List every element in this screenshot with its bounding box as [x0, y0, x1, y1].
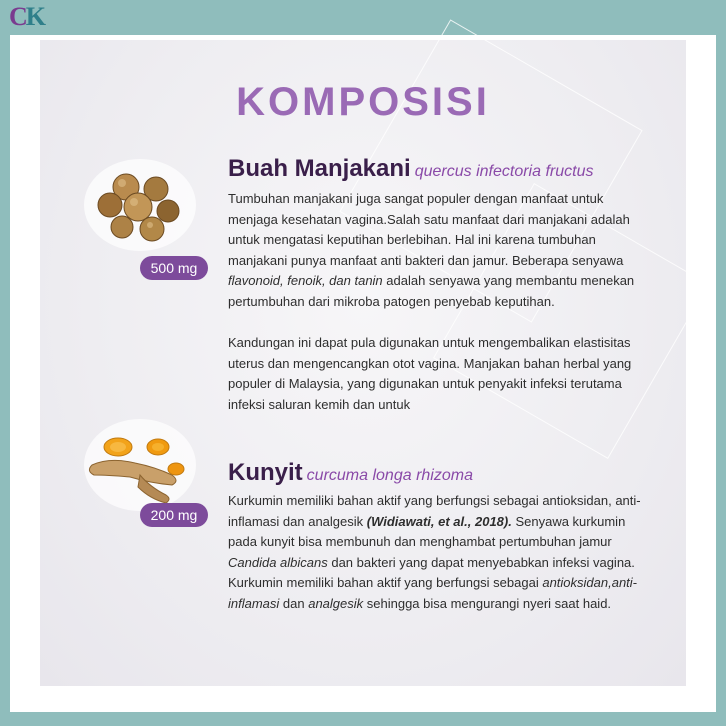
ingredient-latin-name: quercus infectoria fructus [414, 163, 594, 180]
description-italic: flavonoid, fenoik, dan tanin [228, 273, 383, 288]
description-text: Tumbuhan manjakani juga sangat populer dengan manfaat untuk menjaga kesehatan vagina.Salah satu manfaat dari manjakani adalah untuk mengatasi keputihan berlebihan. Hal ini karena tumbuhan manjakani punya manfaat anti bakteri dan jamur. Beberapa senyawa [228, 191, 630, 268]
description-text: Senyawa kurkumin pada kunyit bisa membunuh dan menghambat pertumbuhan jamur [228, 513, 626, 549]
ingredient-kunyit [228, 459, 648, 614]
ingredient-latin-name: curcuma longa rhizoma [306, 467, 473, 484]
ingredient-name: Buah Manjakani [228, 155, 411, 182]
description-text: Kurkumin memiliki bahan aktif yang berfungsi sebagai antioksidan, anti-inflamasi dan analgesik [228, 493, 641, 529]
ingredient-name: Kunyit [228, 459, 303, 486]
description-italic: Candida albicans [228, 554, 328, 570]
dose-badge: 200 mg [140, 503, 208, 527]
logo-letter-c: C [9, 2, 26, 31]
description-italic: analgesik [308, 595, 364, 611]
ingredient-title [228, 459, 648, 487]
ingredient-manjakani [228, 155, 648, 415]
brand-logo [9, 2, 44, 32]
description-text: dan [279, 595, 309, 611]
citation: (Widiawati, et al., 2018). [366, 513, 512, 529]
ingredient-description [228, 491, 648, 614]
ingredient-description [228, 189, 648, 312]
page-title: KOMPOSISI [236, 80, 490, 124]
description-text: sehingga bisa mengurangi nyeri saat haid. [363, 595, 612, 611]
ingredient-description: Kandungan ini dapat pula digunakan untuk mengembalikan elastisitas uterus dan mengencangkan otot vagina. Manjakan bahan herbal yang populer di Malaysia, yang digunakan untuk penyakit infeksi terutama infeksi saluran kemih dan untuk [228, 335, 632, 412]
ingredient-title [228, 155, 648, 183]
description-text: dan bakteri yang dapat menyebabkan infeksi vagina. Kurkumin memiliki bahan aktif yang berfungsi sebagai [228, 554, 635, 590]
dose-badge: 500 mg [140, 256, 208, 280]
description-italic: antioksidan,anti-inflamasi [228, 575, 638, 611]
turmeric-root-illustration [80, 415, 200, 515]
description-text: adalah senyawa yang membantu menekan pertumbuhan dari mikroba patogen penyebab keputihan. [228, 273, 635, 309]
manjakani-fruit-illustration [80, 155, 200, 255]
logo-letter-k: K [25, 2, 45, 31]
